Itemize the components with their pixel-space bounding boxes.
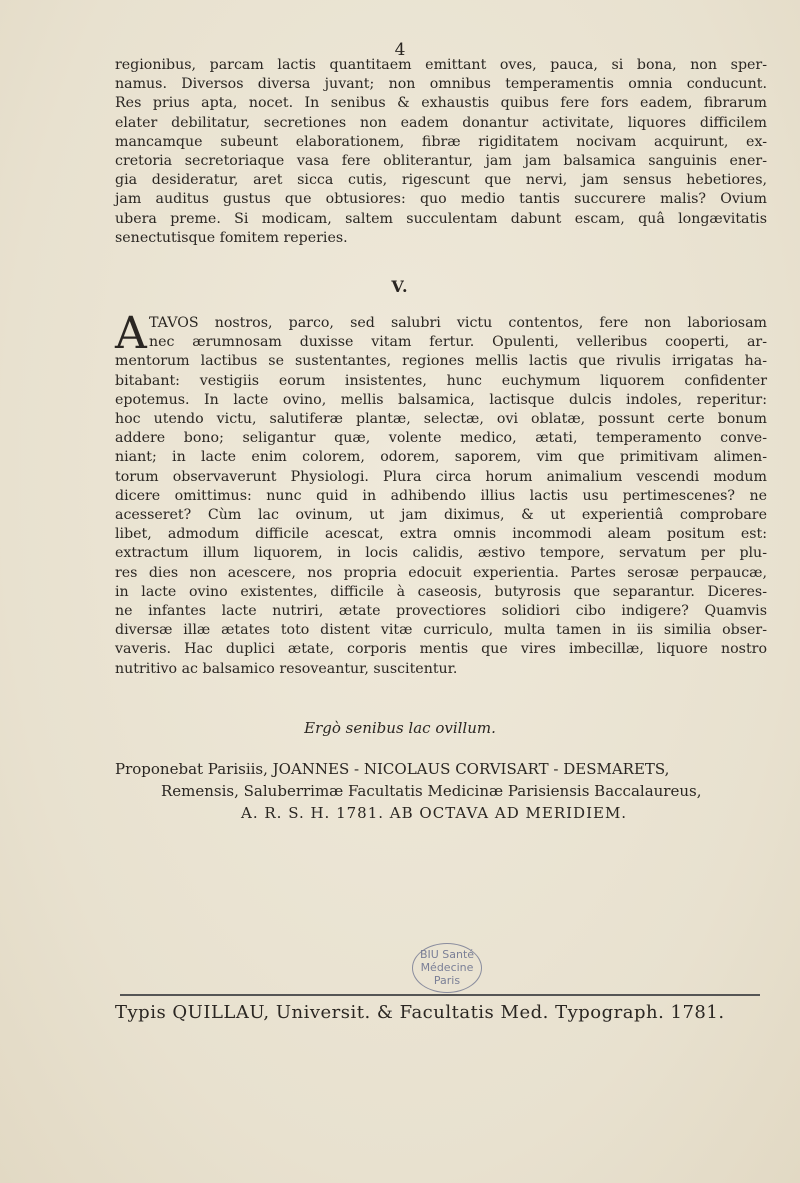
text-line: ubera preme. Si modicam, saltem succulentam dabunt escam, quâ longævitatis bbox=[115, 210, 767, 227]
stamp-line: BIU Santé bbox=[419, 948, 475, 961]
text-line: hoc utendo victu, salutiferæ plantæ, selectæ, ovi oblatæ, possunt certe bonum bbox=[115, 411, 767, 428]
text-line: diversæ illæ ætates toto distent vitæ curriculo, multa tamen in iis similia obser- bbox=[115, 622, 767, 639]
page-number: 4 bbox=[394, 40, 406, 60]
text-line: libet, admodum difficile acescat, extra omnis incommodi aleam positum est: bbox=[115, 526, 767, 543]
text-line: mentorum lactibus se sustentantes, regiones mellis lactis que rivulis irrigatas ha- bbox=[115, 353, 767, 370]
text-line: senectutisque fomitem reperies. bbox=[115, 229, 348, 246]
text-line: acesseret? Cùm lac ovinum, ut jam diximus, & ut experientiâ comprobare bbox=[115, 507, 767, 524]
drop-cap: A bbox=[115, 308, 147, 359]
text-line: gia desideratur, aret sicca cutis, rigescunt que nervi, jam sensus hebetiores, bbox=[115, 172, 767, 189]
text-line: dicere omittimus: nunc quid in adhibendo illius lactis usu pertimescenes? ne bbox=[115, 487, 767, 504]
text-line: vaveris. Hac duplici ætate, corporis mentis que vires imbecillæ, liquore nostro bbox=[115, 641, 767, 658]
text-line: bitabant: vestigiis eorum insistentes, hunc euchymum liquorem confidenter bbox=[115, 372, 767, 389]
paragraph-1 bbox=[115, 56, 767, 248]
text-line: extractum illum liquorem, in locis calidis, æstivo tempore, servatum per plu- bbox=[115, 545, 767, 562]
text-line: Res prius apta, nocet. In senibus & exhaustis quibus fere fors eadem, fibrarum bbox=[115, 95, 767, 112]
text-line: nutritivo ac balsamico resoveantur, suscitentur. bbox=[115, 660, 458, 677]
text-line: res dies non acescere, nos propria edocuit experientia. Partes serosæ perpaucæ, bbox=[115, 564, 767, 581]
library-stamp bbox=[412, 943, 482, 993]
section-numeral: V. bbox=[391, 277, 409, 296]
date-line: A. R. S. H. 1781. AB OCTAVA AD MERIDIEM. bbox=[241, 804, 628, 822]
stamp-line: Paris bbox=[433, 974, 461, 987]
text-line: namus. Diversos diversa juvant; non omnibus temperamentis omnia conducunt. bbox=[115, 76, 767, 93]
conclusion-statement: Ergò senibus lac ovillum. bbox=[304, 719, 496, 737]
text-line: TAVOS nostros, parco, sed salubri victu contentos, fere non laboriosam bbox=[149, 315, 767, 331]
text-line: in lacte ovino existentes, difficile à caseosis, butyrosis que separantur. Diceres- bbox=[115, 583, 767, 600]
text-line: regionibus, parcam lactis quantitaem emittant oves, pauca, si bona, non sper- bbox=[115, 57, 767, 73]
text-line: mancamque subeunt elaborationem, fibræ rigiditatem nocivam acquirunt, ex- bbox=[115, 133, 767, 150]
text-line: jam auditus gustus que obtusiores: quo medio tantis succurere malis? Ovium bbox=[115, 191, 767, 208]
stamp-line: Médecine bbox=[420, 961, 474, 974]
paragraph-2 bbox=[115, 308, 767, 679]
text-line: niant; in lacte enim colorem, odorem, saporem, vim que primitivam alimen- bbox=[115, 449, 767, 466]
author-line: Proponebat Parisiis, JOANNES - NICOLAUS CORVISART - DESMARETS, bbox=[115, 760, 670, 778]
text-line: epotemus. In lacte ovino, mellis balsamica, lactisque dulcis indoles, reperitur: bbox=[115, 391, 767, 408]
text-line: addere bono; seligantur quæ, volente medico, ætati, temperamento conve- bbox=[115, 430, 767, 447]
divider-rule bbox=[120, 994, 760, 996]
text-line: torum observaverunt Physiologi. Plura circa horum animalium vescendi modum bbox=[115, 468, 767, 485]
text-line: ne infantes lacte nutriri, ætate provectiores solidiori cibo indigere? Quamvis bbox=[115, 603, 767, 620]
text-line: cretoria secretoriaque vasa fere obliterantur, jam jam balsamica sanguinis ener- bbox=[115, 153, 767, 170]
text-line: elater debilitatur, secretiones non eadem donantur activitate, liquores difficilem bbox=[115, 114, 767, 131]
author-line: Remensis, Saluberrimæ Facultatis Medicinæ Parisiensis Baccalaureus, bbox=[161, 782, 702, 800]
text-line: nec ærumnosam duxisse vitam fertur. Opulenti, velleribus cooperti, ar- bbox=[149, 334, 767, 351]
author-statement bbox=[115, 758, 767, 824]
printer-imprint: Typis QUILLAU, Universit. & Facultatis Med. Typograph. 1781. bbox=[115, 1002, 725, 1023]
